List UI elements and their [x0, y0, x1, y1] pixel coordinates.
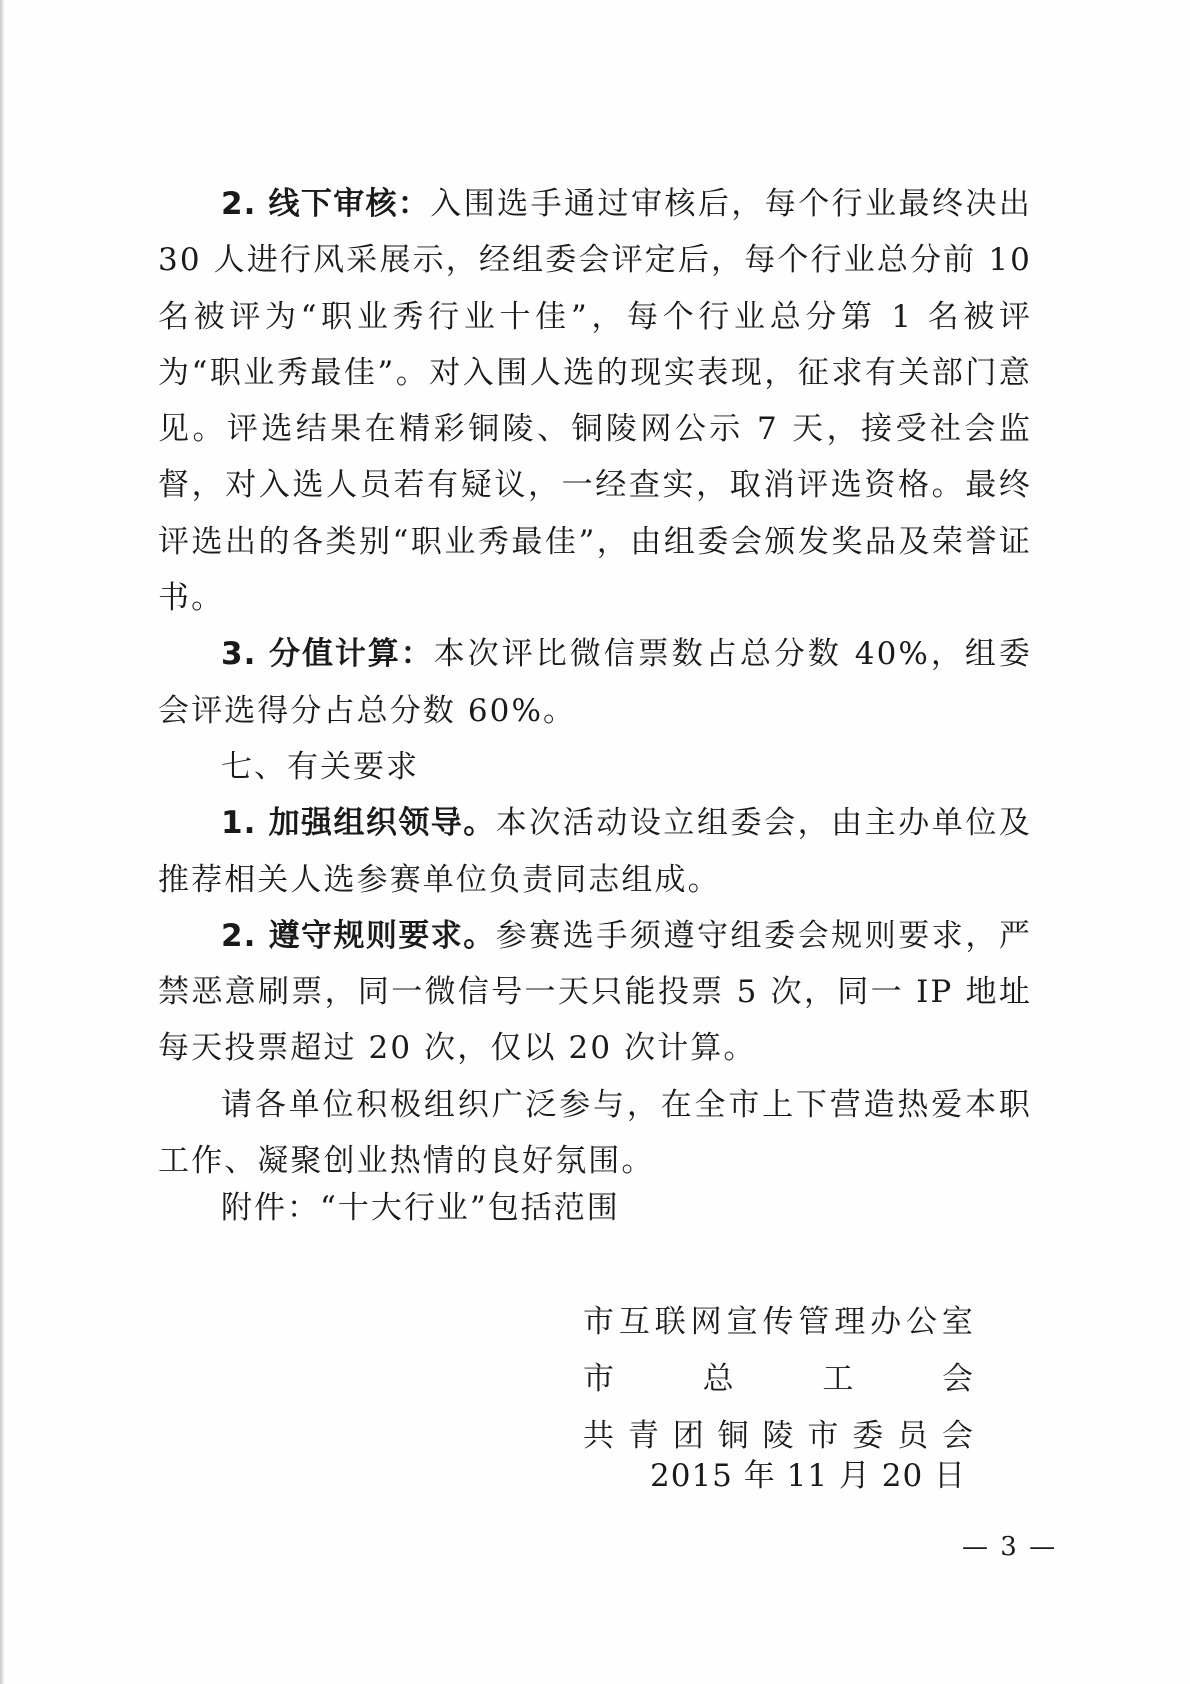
signatory-char: 会 — [941, 1361, 973, 1397]
paragraph-text: 入围选手通过审核后，每个行业最终决出 30 人进行风采展示，经组委会评定后，每个行业总分前 10 名被评为“职业秀行业十佳”，每个行业总分第 1 名被评为“职业秀最佳”。对入围人选的现实表现，征求有关部门意见。评选结果在精彩铜陵、铜陵网公示 7 天，接受社会监督，对入选人员若有疑议，一经查实，取消评选资格。最终评选出的各类别“职业秀最佳”，由组委会颁发奖品及荣誉证书。 — [158, 186, 1032, 617]
paragraph-text: 本次活动设立组委会，由主办单位及推荐相关人选参赛单位负责同志组成。 — [158, 805, 1032, 898]
signatory-char: 联 — [654, 1304, 686, 1340]
page-number: — 3 — — [962, 1532, 1058, 1562]
signatory-line — [583, 1294, 973, 1351]
paragraph-lead: 1. 加强组织领导。 — [221, 805, 496, 842]
section-heading-requirements — [158, 739, 1032, 795]
signatory-char: 管 — [798, 1304, 830, 1340]
paragraph-lead: 2. 遵守规则要求。 — [221, 917, 496, 954]
signatory-char: 互 — [618, 1304, 650, 1340]
signatory-char: 理 — [834, 1304, 866, 1340]
signatory-char: 员 — [897, 1418, 929, 1454]
paragraph-closing — [158, 1077, 1032, 1190]
signatory-char: 陵 — [762, 1418, 794, 1454]
signatory-char: 网 — [690, 1304, 722, 1340]
signatory-char: 传 — [762, 1304, 794, 1340]
signatory-char: 铜 — [717, 1418, 749, 1454]
signatory-char: 公 — [906, 1304, 938, 1340]
signatory-char: 市 — [807, 1418, 839, 1454]
signatory-char: 委 — [852, 1418, 884, 1454]
signatory-char: 团 — [672, 1418, 704, 1454]
paragraph-text: 参赛选手须遵守组委会规则要求，严禁恶意刷票，同一微信号一天只能投票 5 次，同一 IP 地址每天投票超过 20 次，仅以 20 次计算。 — [158, 917, 1032, 1067]
signatory-char: 市 — [583, 1304, 614, 1340]
document-body — [158, 176, 1032, 1189]
signatory-char: 宣 — [726, 1304, 758, 1340]
paragraph-leadership — [158, 795, 1032, 908]
signatory-char: 室 — [941, 1304, 973, 1340]
paragraph-lead: 3. 分值计算： — [221, 636, 434, 673]
paragraph-text: 本次评比微信票数占总分数 40%，组委会评选得分占总分数 60%。 — [158, 636, 1033, 729]
paragraph-offline-review — [158, 176, 1032, 626]
signatory-char: 总 — [702, 1361, 734, 1397]
signatory-char: 市 — [583, 1361, 614, 1397]
document-date: 2015 年 11 月 20 日 — [650, 1458, 967, 1494]
signatory-char: 办 — [870, 1304, 902, 1340]
signatory-char: 会 — [942, 1418, 973, 1454]
signatory-char: 共 — [583, 1418, 614, 1454]
signatory-char: 工 — [822, 1361, 854, 1397]
paragraph-score-calculation — [158, 626, 1032, 739]
scan-edge — [0, 0, 4, 1684]
signatory-line — [583, 1351, 973, 1408]
section-heading-text: 七、有关要求 — [221, 748, 419, 785]
signatory-char: 青 — [627, 1418, 659, 1454]
paragraph-rules — [158, 908, 1032, 1077]
attachment-line: 附件：“十大行业”包括范围 — [221, 1190, 620, 1226]
paragraph-lead: 2. 线下审核： — [221, 186, 431, 222]
paragraph-text: 请各单位积极组织广泛参与，在全市上下营造热爱本职工作、凝聚创业热情的良好氛围。 — [158, 1086, 1032, 1180]
signature-block — [583, 1294, 973, 1465]
